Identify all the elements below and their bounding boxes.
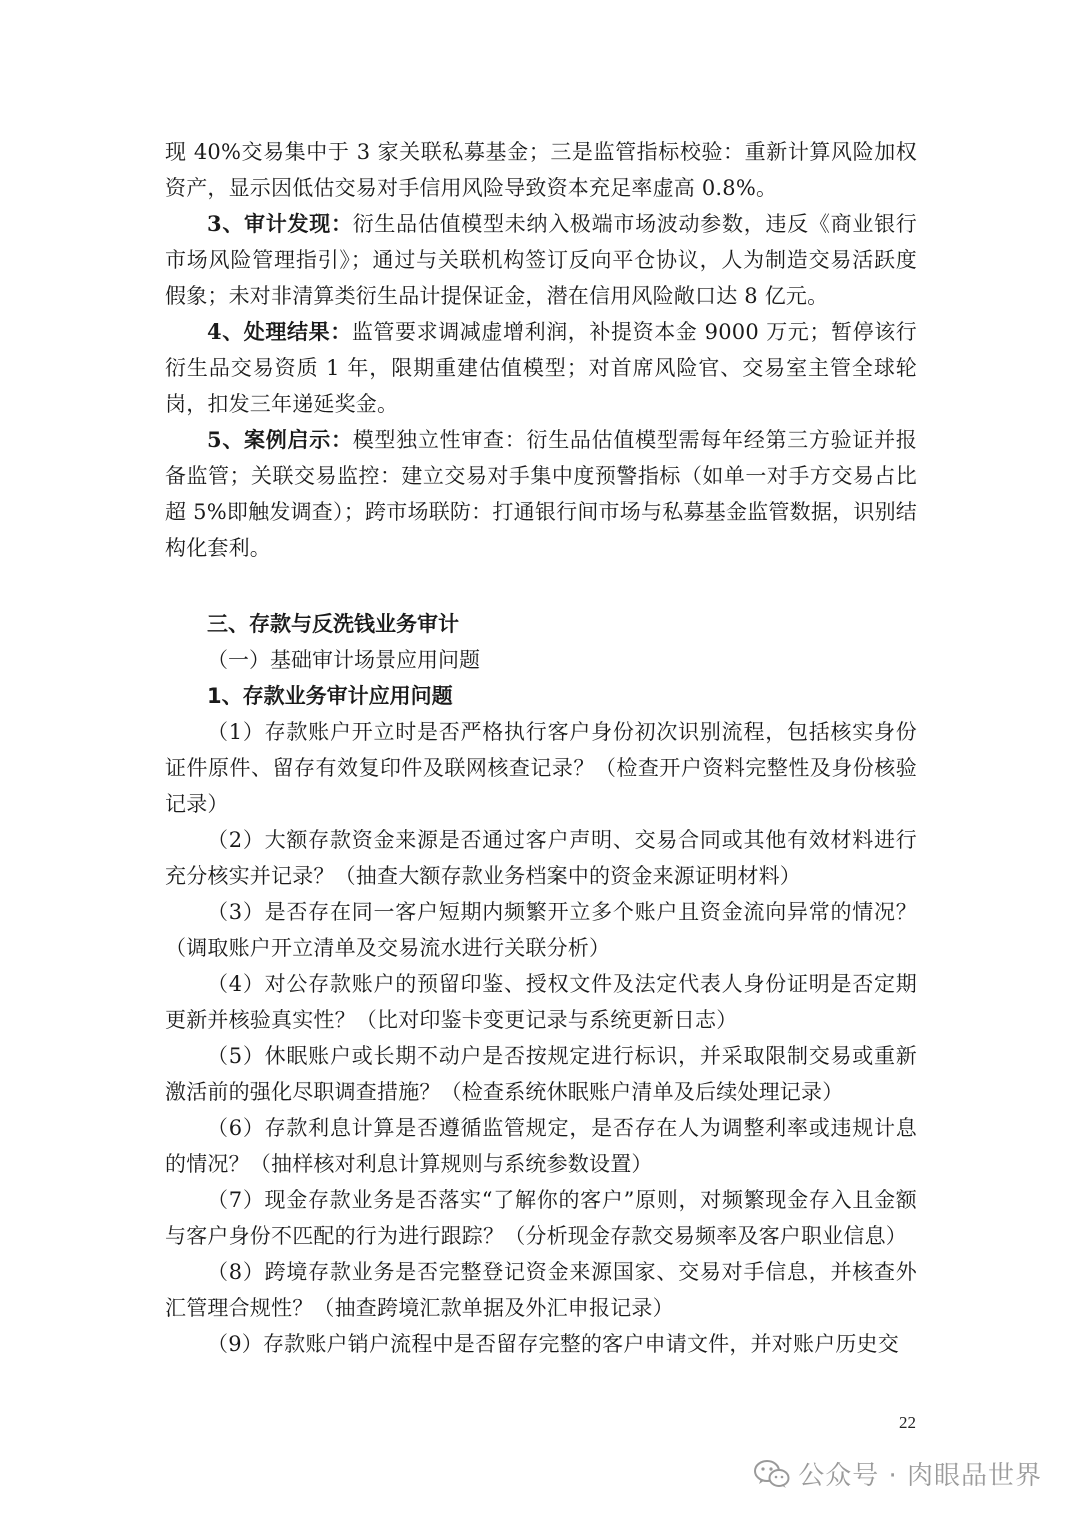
- question-item: （5）休眠账户或长期不动户是否按规定进行标识，并采取限制交易或重新激活前的强化尽职调查措施？（检查系统休眠账户清单及后续处理记录）: [165, 1044, 917, 1104]
- question-item: （9）存款账户销户流程中是否留存完整的客户申请文件，并对账户历史交: [207, 1332, 899, 1356]
- paragraph-lead: 3、审计发现：: [207, 211, 353, 236]
- continued-paragraph: [165, 134, 917, 206]
- question-item: （7）现金存款业务是否落实“了解你的客户”原则，对频繁现金存入且金额与客户身份不匹配的行为进行跟踪？（分析现金存款交易频率及客户职业信息）: [165, 1188, 917, 1248]
- question-list: [165, 714, 917, 1362]
- section-heading: 三、存款与反洗钱业务审计: [207, 612, 459, 636]
- subsection-subtitle: 1、存款业务审计应用问题: [207, 684, 453, 708]
- watermark: [754, 1455, 1042, 1492]
- paragraph-lead: 4、处理结果：: [207, 319, 352, 344]
- wechat-icon: [754, 1459, 790, 1489]
- question-item: （1）存款账户开立时是否严格执行客户身份初次识别流程，包括核实身份证件原件、留存有效复印件及联网核查记录？（检查开户资料完整性及身份核验记录）: [165, 720, 917, 816]
- question-item: （2）大额存款资金来源是否通过客户声明、交易合同或其他有效材料进行充分核实并记录？（抽查大额存款业务档案中的资金来源证明材料）: [165, 828, 917, 888]
- paragraph-text: 现 40%交易集中于 3 家关联私募基金；三是监管指标校验：重新计算风险加权资产，显示因低估交易对手信用风险导致资本充足率虚高 0.8%。: [165, 140, 917, 200]
- question-item: （3）是否存在同一客户短期内频繁开立多个账户且资金流向异常的情况？（调取账户开立清单及交易流水进行关联分析）: [165, 900, 917, 960]
- case-section: [165, 134, 917, 566]
- case-insight-paragraph: [165, 422, 917, 566]
- paragraph-lead: 5、案例启示：: [207, 427, 353, 452]
- paragraph-text: 模型独立性审查：衍生品估值模型需每年经第三方验证并报备监管；关联交易监控：建立交易对手集中度预警指标（如单一对手方交易占比超 5%即触发调查）；跨市场联防：打通银行间市场与私募基金监管数据，识别结构化套利。: [165, 428, 917, 560]
- handling-result-paragraph: [165, 314, 917, 422]
- question-item: （4）对公存款账户的预留印鉴、授权文件及法定代表人身份证明是否定期更新并核验真实性？（比对印鉴卡变更记录与系统更新日志）: [165, 972, 917, 1032]
- subsection-title: （一）基础审计场景应用问题: [207, 648, 480, 672]
- paragraph-text: 衍生品估值模型未纳入极端市场波动参数，违反《商业银行市场风险管理指引》；通过与关联机构签订反向平仓协议，人为制造交易活跃度假象；未对非清算类衍生品计提保证金，潜在信用风险敞口达 8 亿元。: [165, 212, 917, 308]
- question-item: （6）存款利息计算是否遵循监管规定，是否存在人为调整利率或违规计息的情况？（抽样核对利息计算规则与系统参数设置）: [165, 1116, 917, 1176]
- paragraph-text: 监管要求调减虚增利润，补提资本金 9000 万元；暂停该行衍生品交易资质 1 年，限期重建估值模型；对首席风险官、交易室主管全球轮岗，扣发三年递延奖金。: [165, 320, 917, 416]
- question-item: （8）跨境存款业务是否完整登记资金来源国家、交易对手信息，并核查外汇管理合规性？（抽查跨境汇款单据及外汇申报记录）: [165, 1260, 917, 1320]
- page-number: 22: [899, 1413, 916, 1432]
- watermark-text: 公众号 · 肉眼品世界: [798, 1461, 1042, 1491]
- audit-findings-paragraph: [165, 206, 917, 314]
